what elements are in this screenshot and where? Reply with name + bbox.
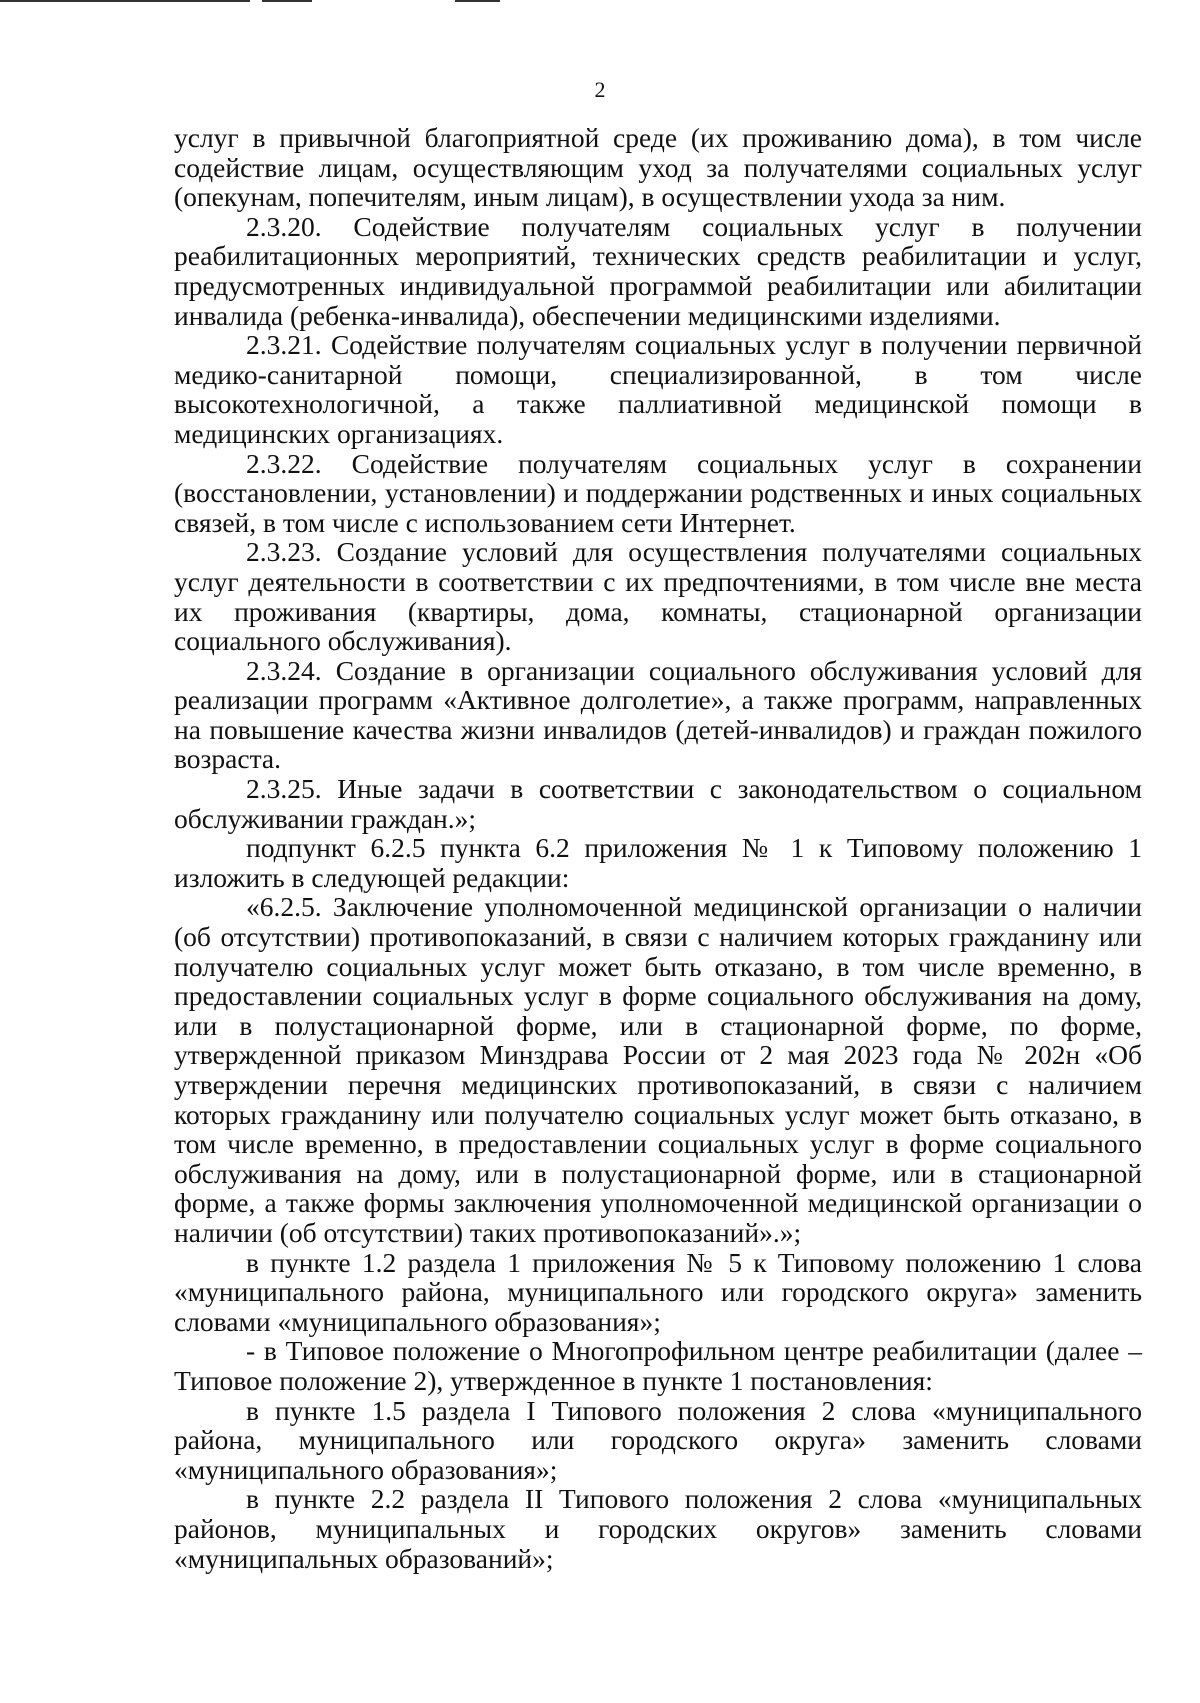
paragraph: - в Типовое положение о Многопрофильном центре реабилитации (далее – Типовое положение 2), утвержденное в пункте 1 постановления: (174, 1335, 1142, 1396)
paragraph: услуг в привычной благоприятной среде (их проживанию дома), в том числе содействие лицам, осуществляющим уход за получателями социальных услуг (опекунам, попечителям, иным лицам), в осуществлении ухода за ним. (174, 122, 1142, 213)
paragraph: подпункт 6.2.5 пункта 6.2 приложения № 1 к Типовому положению 1 изложить в следующей редакции: (174, 832, 1142, 893)
paragraph: в пункте 2.2 раздела II Типового положения 2 слова «муниципальных районов, муниципальных и городских округов» заменить словами «муниципальных образований»; (174, 1483, 1142, 1574)
document-body (174, 123, 1142, 1573)
paragraph: 2.3.21. Содействие получателям социальных услуг в получении первичной медико-санитарной помощи, специализированной, в том числе высокотехнологичной, а также паллиативной медицинской помощи в медицинских организациях. (174, 329, 1142, 449)
scan-edge-marks (0, 0, 1200, 6)
paragraph: 2.3.24. Создание в организации социального обслуживания условий для реализации программ «Активное долголетие», а также программ, направленных на повышение качества жизни инвалидов (детей-инвалидов) и граждан пожилого возраста. (174, 654, 1142, 775)
paragraph: 2.3.22. Содействие получателям социальных услуг в сохранении (восстановлении, установлении) и поддержании родственных и иных социальных связей, в том числе с использованием сети Интернет. (174, 447, 1142, 538)
paragraph: в пункте 1.5 раздела I Типового положения 2 слова «муниципального района, муниципального или городского округа» заменить словами «муниципального образования»; (174, 1394, 1142, 1485)
paragraph: 2.3.25. Иные задачи в соответствии с законодательством о социальном обслуживании граждан.»; (174, 773, 1142, 834)
paragraph: «6.2.5. Заключение уполномоченной медицинской организации о наличии (об отсутствии) противопоказаний, в связи с наличием которых гражданину или получателю социальных услуг может быть отказано, в том числе временно, в предоставлении социальных услуг в форме социального обслуживания на дому, или в полустационарной форме, или в стационарной форме, по форме, утвержденной приказом Минздрава России от 2 мая 2023 года № 202н «Об утверждении перечня медицинских противопоказаний, в связи с наличием которых гражданину или получателю социальных услуг может быть отказано, в том числе временно, в предоставлении социальных услуг в форме социального обслуживания на дому, или в полустационарной форме, или в стационарной форме, а также формы заключения уполномоченной медицинской организации о наличии (об отсутствии) таких противопоказаний».»; (174, 891, 1142, 1248)
page-number: 2 (594, 77, 606, 102)
paragraph: в пункте 1.2 раздела 1 приложения № 5 к Типовому положению 1 слова «муниципального района, муниципального или городского округа» заменить словами «муниципального образования»; (174, 1246, 1142, 1337)
paragraph: 2.3.20. Содействие получателям социальных услуг в получении реабилитационных мероприятий, технических средств реабилитации и услуг, предусмотренных индивидуальной программой реабилитации или абилитации инвалида (ребенка-инвалида), обеспечении медицинскими изделиями. (174, 210, 1142, 331)
paragraph: 2.3.23. Создание условий для осуществления получателями социальных услуг деятельности в соответствии с их предпочтениями, в том числе вне места их проживания (квартиры, дома, комнаты, стационарной организации социального обслуживания). (174, 536, 1142, 657)
